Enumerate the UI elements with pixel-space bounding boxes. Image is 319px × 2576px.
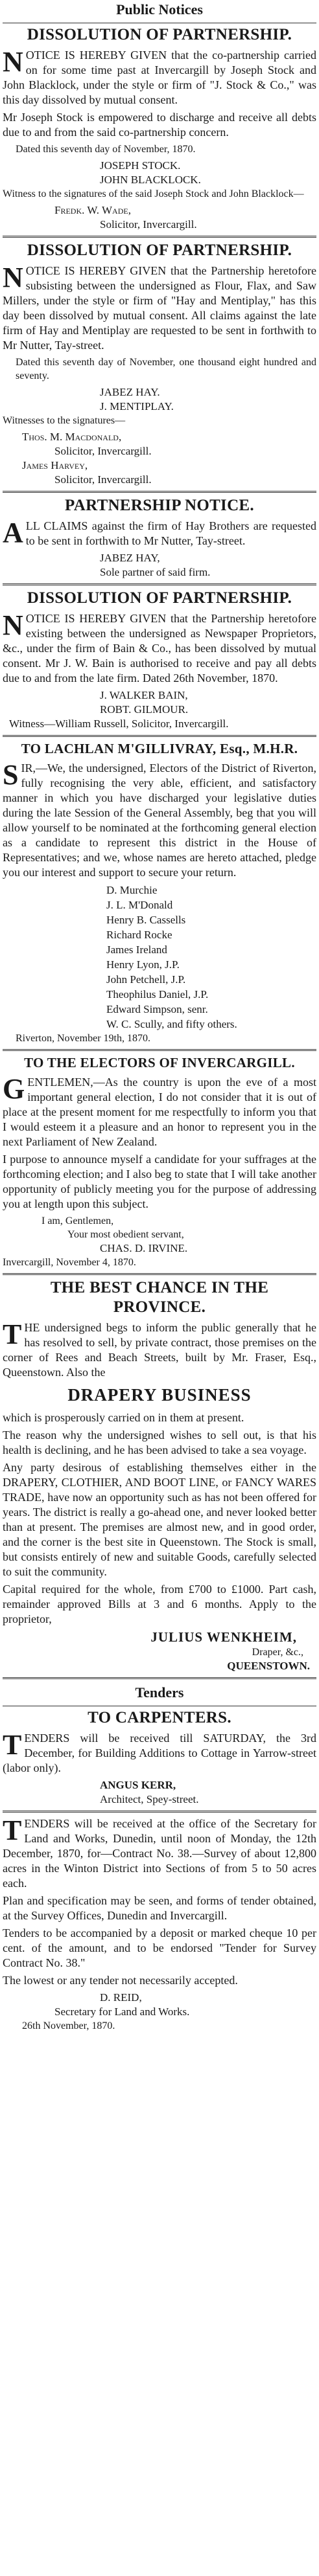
signature: J. WALKER BAIN, xyxy=(100,689,188,701)
notice-title: PARTNERSHIP NOTICE. xyxy=(65,497,254,514)
signature: JABEZ HAY. xyxy=(100,386,160,398)
signature-role: Architect, Spey-street. xyxy=(100,1793,199,1805)
signature: ROBT. GILMOUR. xyxy=(100,703,189,716)
signature-role: Draper, &c., xyxy=(252,1647,303,1658)
notice-title: TO LACHLAN M'GILLIVRAY, Esq., M.H.R. xyxy=(21,741,298,756)
tender-carpenters xyxy=(3,1709,316,1807)
witness-intro: Witnesses to the signatures— xyxy=(3,415,126,426)
signature-role: Sole partner of said firm. xyxy=(100,566,211,578)
notice-title: THE BEST CHANCE IN THE xyxy=(50,1279,269,1296)
notice-body: The lowest or any tender not necessarily accepted. xyxy=(3,1974,238,1987)
notice-title: PROVINCE. xyxy=(113,1298,206,1316)
notice-body: which is prosperously carried on in them at present. xyxy=(3,1411,244,1424)
witness-intro: Witness to the signatures of the said Joseph Stock and John Blacklock— xyxy=(3,188,304,199)
notice-body: NOTICE IS HEREBY GIVEN that the Partnership heretofore subsisting between the undersigned as Flour, Flax, and Saw Millers, under the style or firm of "Hay and Mentiplay," has this day been dissolved by mutual consent. All claims against the late firm of Hay and Mentiplay are requested to be sent in forthwith to Mr Nutter, Tay-street. xyxy=(3,262,316,352)
signatory-name: James Ireland xyxy=(106,943,167,956)
notice-body: Plan and specification may be seen, and forms of tender obtained, at the Survey Offices, Dunedin and Invercargill. xyxy=(3,1894,316,1922)
signatory-name: Henry B. Cassells xyxy=(106,914,186,926)
notice-body: Mr Joseph Stock is empowered to discharge and receive all debts due to and from the said co-partnership concern. xyxy=(3,111,316,139)
closing: Your most obedient servant, xyxy=(67,1229,184,1240)
notice-body: TENDERS will be received till SATURDAY, the 3rd December, for Building Additions to Cottage in Yarrow-street (labor only). xyxy=(3,1729,316,1774)
notice-body: The reason why the undersigned wishes to sell out, is that his health is declining, and he has been advised to take a sea voyage. xyxy=(3,1429,316,1456)
notice-body: SIR,—We, the undersigned, Electors of the District of Riverton, fully recognising the very able, efficient, and satisfactory manner in which you have discharged your legislative duties during the late Session of the General Assembly, beg that you will allow yourself to be nominated at the forthcoming general election as a candidate to represent this district in the House of Representatives; and we, whose names are hereto attached, pledge you our interest and support to secure your return. xyxy=(3,759,316,879)
signatory-name: John Petchell, J.P. xyxy=(106,973,186,986)
signature: J. MENTIPLAY. xyxy=(100,400,174,412)
closing: I am, Gentlemen, xyxy=(41,1215,114,1226)
notice-body: ALL CLAIMS against the firm of Hay Brothers are requested to be sent in forthwith to Mr Nutter, Tay-street. xyxy=(3,517,316,548)
witness-role: Solicitor, Invercargill. xyxy=(54,445,152,457)
notice-body: I purpose to announce myself a candidate for your suffrages at the forthcoming election; and I also beg to state that I will take another opportunity of publicly meeting you for the purpose of addressing you at length upon this subject. xyxy=(3,1153,316,1210)
signatory-name: Richard Rocke xyxy=(106,929,172,941)
notice-date: Riverton, November 19th, 1870. xyxy=(16,1033,150,1044)
signatory-name: J. L. M'Donald xyxy=(106,899,173,911)
notice-date: Dated this seventh day of November, 1870. xyxy=(16,144,196,155)
tender-survey xyxy=(3,1816,316,2033)
signatory-name: D. Murchie xyxy=(106,884,158,896)
signatory-name: W. C. Scully, and fifty others. xyxy=(106,1018,237,1030)
divider xyxy=(3,1811,316,1813)
signature: JOHN BLACKLOCK. xyxy=(100,174,201,186)
signature-place: QUEENSTOWN. xyxy=(227,1660,310,1672)
divider xyxy=(3,491,316,493)
signatory-name: Edward Simpson, senr. xyxy=(106,1003,208,1015)
notice-hay-brothers xyxy=(3,497,316,580)
notice-title: TO CARPENTERS. xyxy=(88,1709,231,1726)
signatory-name: Theophilus Daniel, J.P. xyxy=(106,988,209,1000)
signature: JULIUS WENKHEIM, xyxy=(150,1629,297,1645)
notice-electors-invercargill xyxy=(3,1055,316,1269)
notice-body: NOTICE IS HEREBY GIVEN that the Partnership heretofore existing between the undersigned as Newspaper Proprietors, &c., under the firm of Bain & Co., has been dissolved by mutual consent. Mr J. W. Bain is authorised to receive and pay all debts due to and from the late firm. Dated 26th November, 1870. xyxy=(3,609,316,684)
divider xyxy=(3,1677,316,1679)
notice-title: DISSOLUTION OF PARTNERSHIP. xyxy=(27,242,292,259)
divider xyxy=(3,1049,316,1051)
signature: ANGUS KERR, xyxy=(100,1779,176,1791)
notice-body: TENDERS will be received at the office of the Secretary for Land and Works, Dunedin, until noon of Monday, the 12th December, 1870, for—Contract No. 38.—Survey of about 12,800 acres in the Winton District into Sections of from 5 to 50 acres each. xyxy=(3,1814,316,1890)
notice-mgillivray xyxy=(3,741,316,1045)
divider xyxy=(3,1273,316,1275)
signature: D. REID, xyxy=(100,1991,142,2004)
signature: JOSEPH STOCK. xyxy=(100,159,181,172)
signature-role: Secretary for Land and Works. xyxy=(54,2005,190,2018)
notice-body: Capital required for the whole, from £700 to £1000. Part cash, remainder approved Bills at 3 and 6 months. Apply to the proprietor, xyxy=(3,1583,316,1625)
divider xyxy=(3,735,316,737)
signatory-list xyxy=(3,883,316,1032)
witness-line: Witness—William Russell, Solicitor, Invercargill. xyxy=(9,717,229,730)
section-header-tenders: Tenders xyxy=(135,1684,184,1700)
notice-stock-blacklock xyxy=(3,26,316,232)
divider xyxy=(3,583,316,585)
divider xyxy=(3,236,316,238)
notice-body: THE undersigned begs to inform the public generally that he has resolved to sell, by private contract, those premises on the corner of Rees and Beach Streets, built by Mr. Fraser, Esq., Queenstown. Also the xyxy=(3,1318,316,1379)
notice-body: Any party desirous of establishing themselves either in the DRAPERY, CLOTHIER, AND BOOT LINE, or FANCY WARES TRADE, have now an opportunity such as has not been offered for years. The district is really a go-ahead one, and never looked better than at present. The premises are almost new, and in good order, and the corner is the best site in Queenstown. The Stock is small, but consists entirely of new and suitable Goods, carefully selected to suit the community. xyxy=(3,1461,316,1578)
notice-body: Tenders to be accompanied by a deposit or marked cheque 10 per cent. of the amount, and to be endorsed "Tender for Survey Contract No. 38." xyxy=(3,1926,316,1969)
notice-body: NOTICE IS HEREBY GIVEN that the co-partnership carried on for some time past at Invercargill by Joseph Stock and John Blacklock, under the style or firm of "J. Stock & Co.," was this day dissolved by mutual consent. xyxy=(3,46,316,106)
notice-title: TO THE ELECTORS OF INVERCARGILL. xyxy=(24,1055,295,1070)
notice-title: DISSOLUTION OF PARTNERSHIP. xyxy=(27,589,292,607)
signatory-name: Henry Lyon, J.P. xyxy=(106,958,180,971)
notice-date: Dated this seventh day of November, one thousand eight hundred and seventy. xyxy=(16,357,316,381)
notice-date: 26th November, 1870. xyxy=(22,2020,115,2031)
notice-date: Invercargill, November 4, 1870. xyxy=(3,1257,136,1268)
section-header-public-notices: Public Notices xyxy=(116,1,203,17)
notice-bain-co xyxy=(3,589,316,731)
signature: CHAS. D. IRVINE. xyxy=(100,1242,188,1254)
witness-name: Thos. M. Macdonald, xyxy=(22,431,122,443)
witness-role: Solicitor, Invercargill. xyxy=(100,218,197,231)
notice-body: GENTLEMEN,—As the country is upon the eve of a most important general election, I do not consider that it is out of place at the present moment for me respectfully to inform you that I would esteem it a pleasure and an honor to represent you in the next Parliament of New Zealand. xyxy=(3,1073,316,1148)
notice-hay-mentiplay xyxy=(3,242,316,487)
notice-best-chance xyxy=(3,1279,316,1673)
witness-name: James Harvey, xyxy=(22,459,88,471)
notice-subhead: DRAPERY BUSINESS xyxy=(67,1385,252,1405)
witness-role: Solicitor, Invercargill. xyxy=(54,473,152,486)
witness-name: Fredk. W. Wade, xyxy=(54,204,131,216)
notice-title: DISSOLUTION OF PARTNERSHIP. xyxy=(27,26,292,43)
signature: JABEZ HAY, xyxy=(100,552,160,564)
